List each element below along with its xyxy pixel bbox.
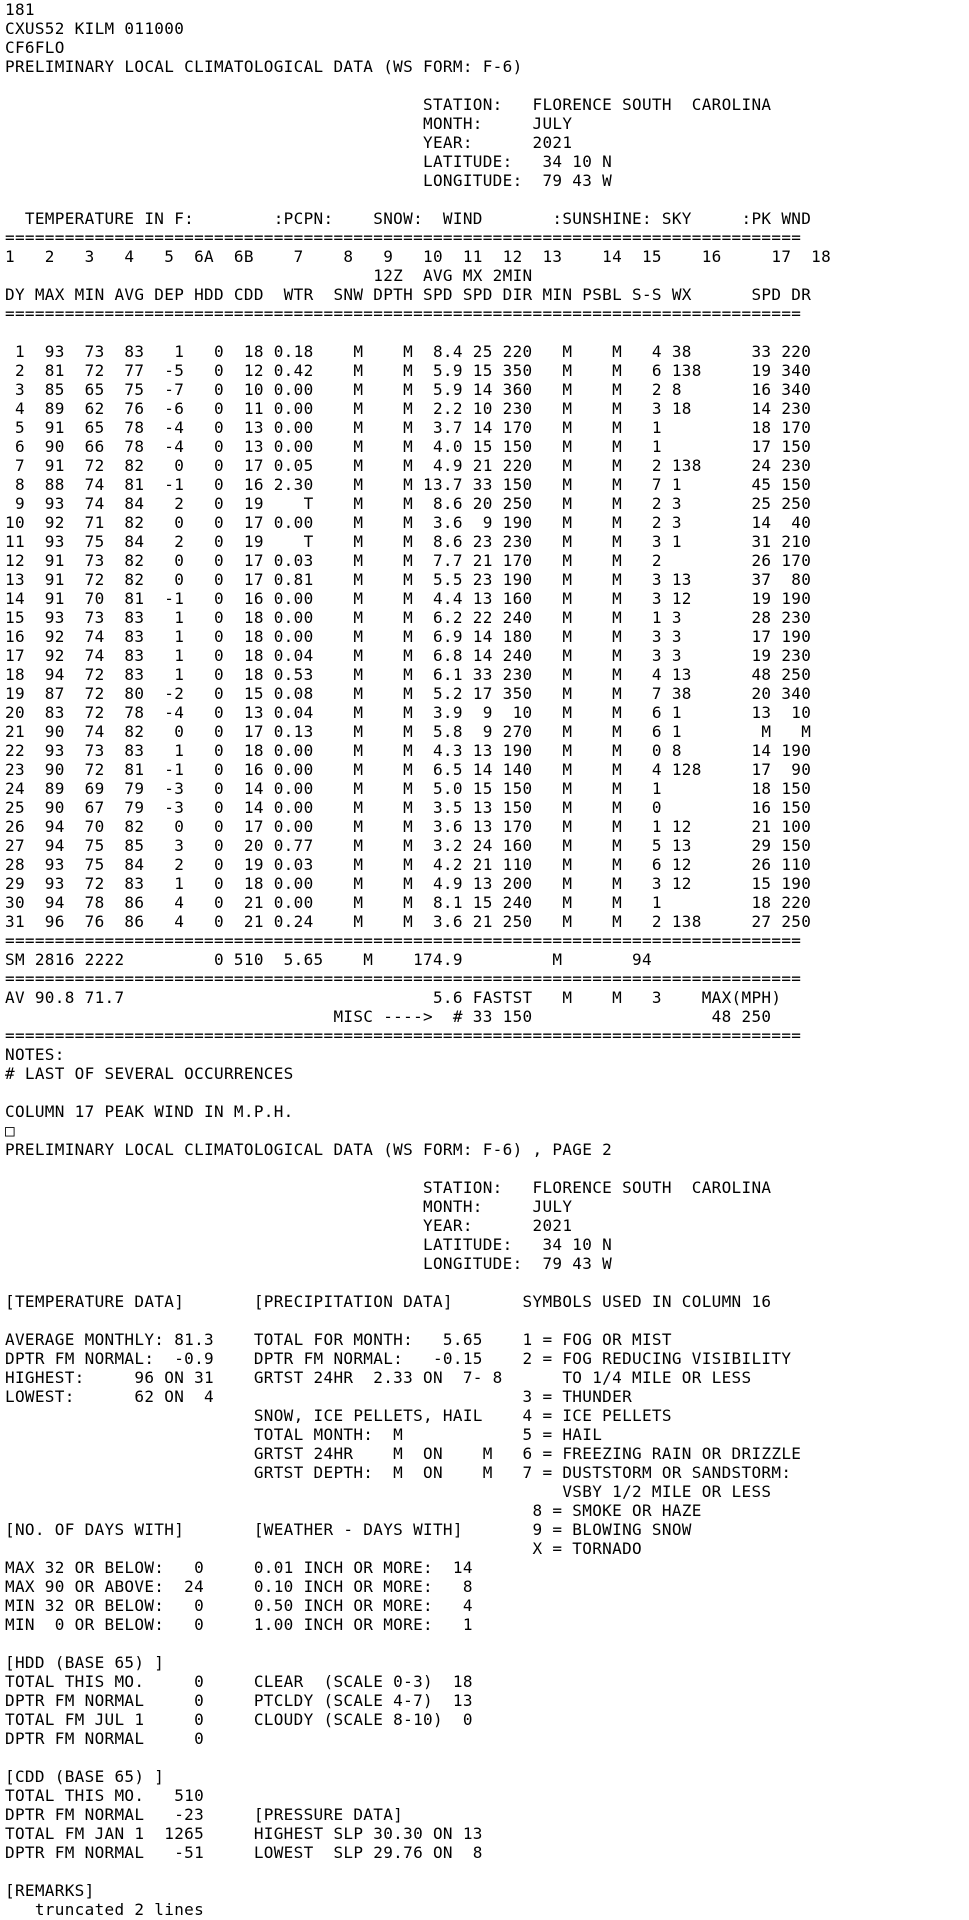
report-line: TOTAL FM JUL 1 0 CLOUDY (SCALE 8-10) 0 bbox=[5, 1710, 473, 1729]
report-line: LONGITUDE: 79 43 W bbox=[5, 171, 613, 190]
report-line: TOTAL THIS MO. 510 bbox=[5, 1786, 205, 1805]
report-line: DPTR FM NORMAL -51 LOWEST SLP 29.76 ON 8 bbox=[5, 1843, 483, 1862]
report-line: MONTH: JULY bbox=[5, 114, 573, 133]
report-line: 1 93 73 83 1 0 18 0.18 M M 8.4 25 220 M M 4 38 33 220 bbox=[5, 342, 812, 361]
report-line: 14 91 70 81 -1 0 16 0.00 M M 4.4 13 160 M M 3 12 19 190 bbox=[5, 589, 812, 608]
report-line: AVERAGE MONTHLY: 81.3 TOTAL FOR MONTH: 5.65 1 = FOG OR MIST bbox=[5, 1330, 672, 1349]
report-line: MAX 32 OR BELOW: 0 0.01 INCH OR MORE: 14 bbox=[5, 1558, 473, 1577]
report-line: TOTAL THIS MO. 0 CLEAR (SCALE 0-3) 18 bbox=[5, 1672, 473, 1691]
report-line: CXUS52 KILM 011000 bbox=[5, 19, 185, 38]
report-line: 25 90 67 79 -3 0 14 0.00 M M 3.5 13 150 M M 0 16 150 bbox=[5, 798, 812, 817]
report-line: DPTR FM NORMAL 0 PTCLDY (SCALE 4-7) 13 bbox=[5, 1691, 473, 1710]
report-line bbox=[0, 1159, 969, 1178]
report-line: TOTAL FM JAN 1 1265 HIGHEST SLP 30.30 ON 13 bbox=[5, 1824, 483, 1843]
report-line: DPTR FM NORMAL: -0.9 DPTR FM NORMAL: -0.15 2 = FOG REDUCING VISIBILITY bbox=[5, 1349, 792, 1368]
report-line: LATITUDE: 34 10 N bbox=[5, 1235, 613, 1254]
report-line: 29 93 72 83 1 0 18 0.00 M M 4.9 13 200 M M 3 12 15 190 bbox=[5, 874, 812, 893]
report-line: 9 93 74 84 2 0 19 T M M 8.6 20 250 M M 2 3 25 250 bbox=[5, 494, 812, 513]
report-line: DPTR FM NORMAL 0 bbox=[5, 1729, 205, 1748]
report-line: MIN 32 OR BELOW: 0 0.50 INCH OR MORE: 4 bbox=[5, 1596, 473, 1615]
report-line bbox=[0, 1748, 969, 1767]
report-line: SM 2816 2222 0 510 5.65 M 174.9 M 94 bbox=[5, 950, 652, 969]
report-line: [NO. OF DAYS WITH] [WEATHER - DAYS WITH] 9 = BLOWING SNOW bbox=[5, 1520, 692, 1539]
report-line: ================================================================================ bbox=[5, 931, 802, 950]
report-line: ================================================================================ bbox=[5, 1026, 802, 1045]
report-line bbox=[0, 1083, 969, 1102]
report-line: 12 91 73 82 0 0 17 0.03 M M 7.7 21 170 M M 2 26 170 bbox=[5, 551, 812, 570]
report-line: 20 83 72 78 -4 0 13 0.04 M M 3.9 9 10 M M 6 1 13 10 bbox=[5, 703, 812, 722]
report-line: MIN 0 OR BELOW: 0 1.00 INCH OR MORE: 1 bbox=[5, 1615, 473, 1634]
report-line: 7 91 72 82 0 0 17 0.05 M M 4.9 21 220 M M 2 138 24 230 bbox=[5, 456, 812, 475]
report-line: ================================================================================ bbox=[5, 228, 802, 247]
report-line: PRELIMINARY LOCAL CLIMATOLOGICAL DATA (WS FORM: F-6) , PAGE 2 bbox=[5, 1140, 613, 1159]
report-line: TEMPERATURE IN F: :PCPN: SNOW: WIND :SUNSHINE: SKY :PK WND bbox=[5, 209, 812, 228]
report-line: 5 91 65 78 -4 0 13 0.00 M M 3.7 14 170 M M 1 18 170 bbox=[5, 418, 812, 437]
report-line: GRTST 24HR M ON M 6 = FREEZING RAIN OR DRIZZLE bbox=[5, 1444, 802, 1463]
report-line: X = TORNADO bbox=[5, 1539, 642, 1558]
report-line: # LAST OF SEVERAL OCCURRENCES bbox=[5, 1064, 294, 1083]
report-line: TOTAL MONTH: M 5 = HAIL bbox=[5, 1425, 603, 1444]
report-line: 8 88 74 81 -1 0 16 2.30 M M 13.7 33 150 M M 7 1 45 150 bbox=[5, 475, 812, 494]
report-line bbox=[0, 190, 969, 209]
report-line: 24 89 69 79 -3 0 14 0.00 M M 5.0 15 150 M M 1 18 150 bbox=[5, 779, 812, 798]
report-line: NOTES: bbox=[5, 1045, 65, 1064]
report-line: GRTST DEPTH: M ON M 7 = DUSTSTORM OR SANDSTORM: bbox=[5, 1463, 792, 1482]
report-line: ================================================================================ bbox=[5, 304, 802, 323]
report-line: COLUMN 17 PEAK WIND IN M.P.H. bbox=[5, 1102, 294, 1121]
report-line: 19 87 72 80 -2 0 15 0.08 M M 5.2 17 350 M M 7 38 20 340 bbox=[5, 684, 812, 703]
report-line: 18 94 72 83 1 0 18 0.53 M M 6.1 33 230 M M 4 13 48 250 bbox=[5, 665, 812, 684]
report-line: YEAR: 2021 bbox=[5, 1216, 573, 1235]
report-line: 8 = SMOKE OR HAZE bbox=[5, 1501, 702, 1520]
report-line: SNOW, ICE PELLETS, HAIL 4 = ICE PELLETS bbox=[5, 1406, 672, 1425]
report-line: [REMARKS] bbox=[5, 1881, 95, 1900]
report-line: [TEMPERATURE DATA] [PRECIPITATION DATA] SYMBOLS USED IN COLUMN 16 bbox=[5, 1292, 772, 1311]
report-line: YEAR: 2021 bbox=[5, 133, 573, 152]
report-line: MONTH: JULY bbox=[5, 1197, 573, 1216]
report-line: DY MAX MIN AVG DEP HDD CDD WTR SNW DPTH SPD SPD DIR MIN PSBL S-S WX SPD DR bbox=[5, 285, 812, 304]
report-line: 26 94 70 82 0 0 17 0.00 M M 3.6 13 170 M M 1 12 21 100 bbox=[5, 817, 812, 836]
report-line: PRELIMINARY LOCAL CLIMATOLOGICAL DATA (WS FORM: F-6) bbox=[5, 57, 523, 76]
report-line: 4 89 62 76 -6 0 11 0.00 M M 2.2 10 230 M M 3 18 14 230 bbox=[5, 399, 812, 418]
report-line bbox=[0, 1634, 969, 1653]
report-line: 12Z AVG MX 2MIN bbox=[5, 266, 533, 285]
report-line bbox=[0, 1273, 969, 1292]
report-line bbox=[0, 76, 969, 95]
report-line: truncated 2 lines bbox=[5, 1900, 205, 1919]
report-line: DPTR FM NORMAL -23 [PRESSURE DATA] bbox=[5, 1805, 404, 1824]
report-line: [HDD (BASE 65) ] bbox=[5, 1653, 165, 1672]
report-line: VSBY 1/2 MILE OR LESS bbox=[5, 1482, 772, 1501]
report-line: 15 93 73 83 1 0 18 0.00 M M 6.2 22 240 M M 1 3 28 230 bbox=[5, 608, 812, 627]
report-line: ================================================================================ bbox=[5, 969, 802, 988]
report-line bbox=[0, 1862, 969, 1881]
report-line: 11 93 75 84 2 0 19 T M M 8.6 23 230 M M 3 1 31 210 bbox=[5, 532, 812, 551]
report-line: AV 90.8 71.7 5.6 FASTST M M 3 MAX(MPH) bbox=[5, 988, 782, 1007]
report-line: 10 92 71 82 0 0 17 0.00 M M 3.6 9 190 M M 2 3 14 40 bbox=[5, 513, 812, 532]
report-line: STATION: FLORENCE SOUTH CAROLINA bbox=[5, 1178, 772, 1197]
report-line: CF6FLO bbox=[5, 38, 65, 57]
report-line: 3 85 65 75 -7 0 10 0.00 M M 5.9 14 360 M M 2 8 16 340 bbox=[5, 380, 812, 399]
report-line: 13 91 72 82 0 0 17 0.81 M M 5.5 23 190 M M 3 13 37 80 bbox=[5, 570, 812, 589]
report-line: LATITUDE: 34 10 N bbox=[5, 152, 613, 171]
report-line: STATION: FLORENCE SOUTH CAROLINA bbox=[5, 95, 772, 114]
report-line: 28 93 75 84 2 0 19 0.03 M M 4.2 21 110 M M 6 12 26 110 bbox=[5, 855, 812, 874]
report-line: 22 93 73 83 1 0 18 0.00 M M 4.3 13 190 M M 0 8 14 190 bbox=[5, 741, 812, 760]
report-line: 27 94 75 85 3 0 20 0.77 M M 3.2 24 160 M M 5 13 29 150 bbox=[5, 836, 812, 855]
report-line: 21 90 74 82 0 0 17 0.13 M M 5.8 9 270 M M 6 1 M M bbox=[5, 722, 812, 741]
report-line: LOWEST: 62 ON 4 3 = THUNDER bbox=[5, 1387, 633, 1406]
report-line: 1 2 3 4 5 6A 6B 7 8 9 10 11 12 13 14 15 16 17 18 bbox=[5, 247, 832, 266]
report-line bbox=[0, 323, 969, 342]
report-line: HIGHEST: 96 ON 31 GRTST 24HR 2.33 ON 7- 8 TO 1/4 MILE OR LESS bbox=[5, 1368, 752, 1387]
report-line: LONGITUDE: 79 43 W bbox=[5, 1254, 613, 1273]
report-line: MISC ----> # 33 150 48 250 bbox=[5, 1007, 772, 1026]
report-line: 2 81 72 77 -5 0 12 0.42 M M 5.9 15 350 M M 6 138 19 340 bbox=[5, 361, 812, 380]
report-line: 17 92 74 83 1 0 18 0.04 M M 6.8 14 240 M M 3 3 19 230 bbox=[5, 646, 812, 665]
report-line: 181 bbox=[5, 0, 35, 19]
report-line: 30 94 78 86 4 0 21 0.00 M M 8.1 15 240 M M 1 18 220 bbox=[5, 893, 812, 912]
report-line bbox=[0, 1311, 969, 1330]
report-line: MAX 90 OR ABOVE: 24 0.10 INCH OR MORE: 8 bbox=[5, 1577, 473, 1596]
report-line: 23 90 72 81 -1 0 16 0.00 M M 6.5 14 140 M M 4 128 17 90 bbox=[5, 760, 812, 779]
report-line: 31 96 76 86 4 0 21 0.24 M M 3.6 21 250 M M 2 138 27 250 bbox=[5, 912, 812, 931]
report-line: 16 92 74 83 1 0 18 0.00 M M 6.9 14 180 M M 3 3 17 190 bbox=[5, 627, 812, 646]
report-line: [CDD (BASE 65) ] bbox=[5, 1767, 165, 1786]
report-line: 6 90 66 78 -4 0 13 0.00 M M 4.0 15 150 M M 1 17 150 bbox=[5, 437, 812, 456]
report-line: □ bbox=[5, 1121, 15, 1140]
